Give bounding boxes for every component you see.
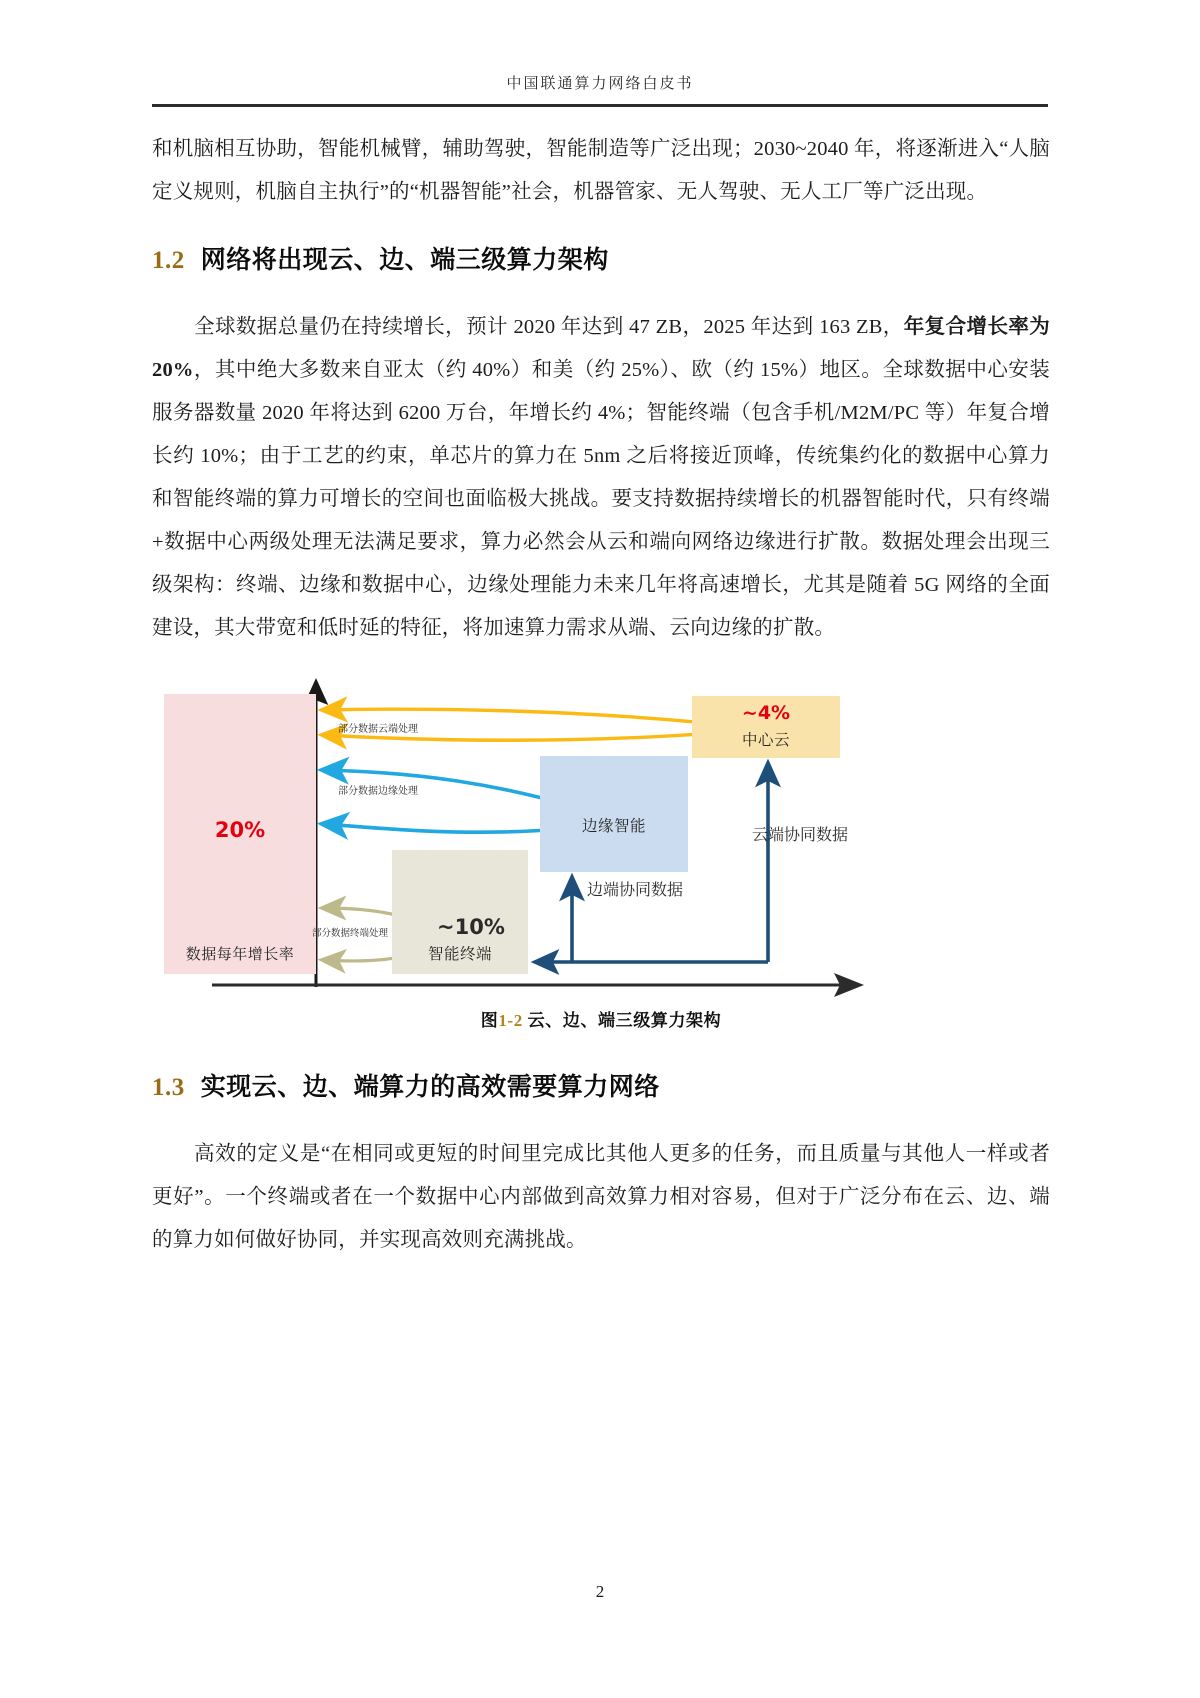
page-number: 2	[595, 1582, 605, 1601]
label-cloud-processing: 部分数据云端处理	[338, 724, 418, 735]
page-content	[152, 128, 1050, 1262]
caption-text: 云、边、端三级算力架构	[527, 1011, 722, 1030]
diagram-canvas	[152, 672, 1050, 1002]
label-terminal-processing: 部分数据终端处理	[312, 928, 389, 939]
paragraph-bold-cagr: 年复合增长率为 20%	[152, 316, 1051, 381]
paragraph-part-a: 全球数据总量仍在持续增长，预计 2020 年达到 47 ZB，2025 年达到 163 ZB，	[194, 316, 904, 338]
box-data-growth-rate	[164, 694, 316, 974]
heading-1-3-text: 实现云、边、端算力的高效需要算力网络	[200, 1074, 660, 1101]
header-rule	[152, 104, 1048, 107]
paragraph-part-b: ，其中绝大多数来自亚太（约 40%）和美（约 25%）、欧（约 15%）地区。全球数据中心安装服务器数量 2020 年将达到 6200 万台，年增长约 4%；智能终端（包含手机/M2M/PC 等）年复合增长约 10%；由于工艺的约束，单芯片的算力在 5nm 之后将接近顶峰，传统集约化的数据中心算力和智能终端的算力可增长的空间也面临极大挑战。要支持数据持续增长的机器智能时代，只有终端+数据中心两级处理无法满足要求，算力必然会从云和端向网络边缘进行扩散。数据处理会出现三级架构：终端、边缘和数据中心，边缘处理能力未来几年将高速增长，尤其是随着 5G 网络的全面建设，其大带宽和低时延的特征，将加速算力需求从端、云向边缘的扩散。	[152, 359, 1050, 639]
heading-1-2-text: 网络将出现云、边、端三级算力架构	[200, 247, 609, 274]
box-smart-terminal	[392, 850, 528, 974]
growth-label: 数据每年增长率	[185, 945, 295, 963]
heading-1-3	[152, 1071, 1050, 1105]
figure-1-2	[152, 672, 1050, 1002]
box-central-cloud	[692, 696, 840, 758]
terminal-label: 智能终端	[427, 945, 492, 963]
edge-label: 边缘智能	[581, 817, 646, 835]
label-edge-synergy: 边端协同数据	[587, 880, 684, 899]
cloud-label: 中心云	[741, 731, 790, 749]
paragraph-data-growth	[152, 306, 1050, 650]
label-edge-processing: 部分数据边缘处理	[338, 786, 418, 797]
paragraph-continued: 和机脑相互协助，智能机械臂，辅助驾驶，智能制造等广泛出现；2030~2040 年，将逐渐进入“人脑定义规则，机脑自主执行”的“机器智能”社会，机器管家、无人驾驶、无人工厂等广泛出现。	[152, 138, 1050, 203]
caption-number: 1-2	[498, 1011, 523, 1030]
heading-1-2	[152, 244, 1050, 278]
growth-percent: 20%	[214, 818, 266, 842]
caption-prefix: 图	[480, 1011, 499, 1030]
box-edge-intelligence	[540, 756, 688, 872]
label-terminal-percent: ~10%	[437, 915, 505, 939]
cloud-percent: ~4%	[741, 702, 791, 724]
heading-1-3-number: 1.3	[152, 1074, 185, 1101]
heading-1-2-number: 1.2	[152, 247, 185, 274]
label-cloud-synergy: 云端协同数据	[752, 825, 849, 844]
paragraph-efficiency: 高效的定义是“在相同或更短的时间里完成比其他人更多的任务，而且质量与其他人一样或者更好”。一个终端或者在一个数据中心内部做到高效算力相对容易，但对于广泛分布在云、边、端的算力如何做好协同，并实现高效则充满挑战。	[152, 1143, 1050, 1251]
running-header: 中国联通算力网络白皮书	[506, 76, 694, 92]
figure-caption	[152, 1006, 1050, 1031]
